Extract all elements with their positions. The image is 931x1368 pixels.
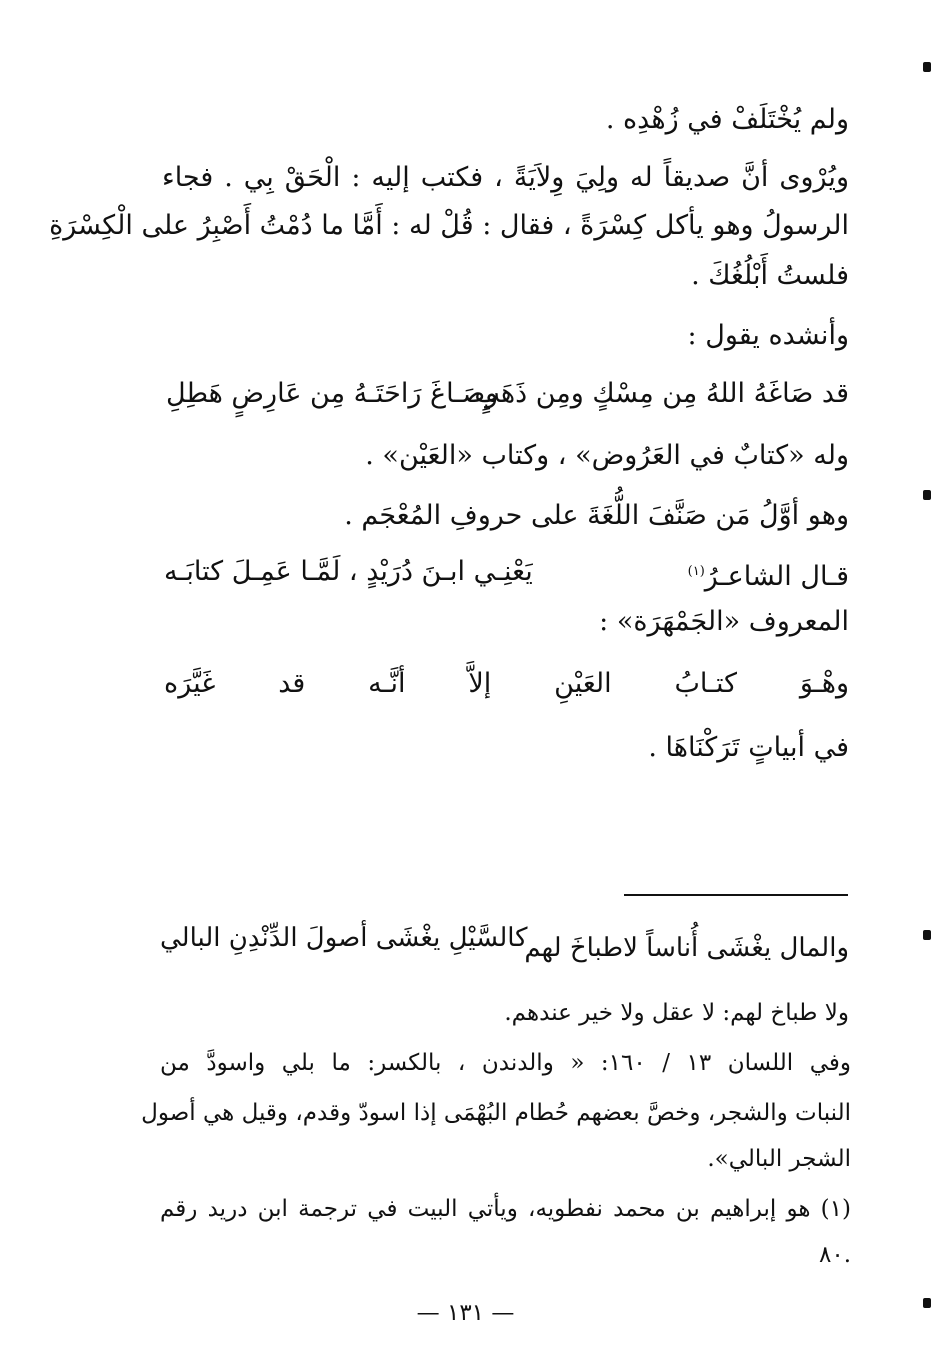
verse-word: غَيَّرَه bbox=[164, 668, 216, 699]
verse-word: إلاَّ bbox=[468, 668, 492, 699]
verse-word: قد bbox=[278, 668, 306, 699]
text-line: وأنشده يقول : bbox=[687, 320, 849, 351]
footnote-line: ولا طباخ لهم: لا عقل ولا خير عندهم. bbox=[504, 1000, 849, 1026]
text-line: ولم يُخْتَلَفْ في زُهْدِه . bbox=[605, 104, 849, 135]
text-line: في أبياتٍ تَرَكْنَاهَا . bbox=[648, 732, 849, 763]
text-line: وله «كتابٌ في العَرُوض» ، وكتاب «العَيْن» . bbox=[365, 440, 849, 471]
edge-mark bbox=[923, 62, 931, 72]
text-line: الرسولُ وهو يأكل كِسْرَةً ، فقال : قُلْ له : أَمَّا ما دُمْتُ أَصْبِرُ على الْكِسْرَةِ bbox=[49, 210, 849, 241]
verse-word: العَيْنِ bbox=[554, 668, 612, 699]
text-line: وهو أوَّلُ مَن صَنَّفَ اللُّغَةَ على حروفِ المُعْجَم . bbox=[344, 500, 849, 531]
footnote-line: وفي اللسان ١٣ / ١٦٠: « والدندن ، بالكسر: ما بلي واسودَّ من bbox=[160, 1050, 851, 1076]
footnote-line: (١) هو إبراهيم بن محمد نفطويه، ويأتي البيت في ترجمة ابن دريد رقم bbox=[160, 1196, 851, 1222]
edge-mark bbox=[923, 490, 931, 500]
edge-mark bbox=[923, 1298, 931, 1308]
footnote-verse-first: والمال يغْشَى أُناساً لاطباخَ لهم bbox=[524, 933, 849, 963]
footnote-line: الشجر البالي». bbox=[707, 1146, 851, 1172]
text-line bbox=[164, 552, 849, 597]
verse-word: وهْـوَ bbox=[799, 668, 849, 699]
footnote-line: .٨٠ bbox=[818, 1242, 851, 1268]
verse-word: كتـابُ bbox=[674, 668, 738, 699]
page-number: — ١٣١ — bbox=[416, 1300, 515, 1326]
text-continuation: يَعْنِـي ابـنَ دُرَيْدٍ ، لَمَّـا عَمِـلَ كتابَـه bbox=[164, 556, 533, 587]
verse-first-hemistich: قد صَاغَهُ اللهُ مِن مِسْكٍ ومِن ذَهَبٍ bbox=[474, 378, 849, 409]
poet-label: قـال الشاعـرُ bbox=[704, 561, 849, 592]
text-line: ويُرْوى أنَّ صديقاً له ولِيَ وِلاَيَةً ، فكتب إليه : الْحَقْ بِي . فجاء bbox=[162, 162, 849, 193]
verse-line-spread bbox=[164, 664, 849, 704]
footnote-verse-second: كالسَّيْلِ يغْشَى أصولَ الدِّنْدِنِ البالي bbox=[160, 923, 528, 953]
footnote-separator bbox=[624, 894, 848, 896]
footnote-ref: (١) bbox=[687, 564, 705, 579]
verse-second-hemistich: وصَـاغَ رَاحَتَـهُ مِن عَارِضٍ هَطِلِ bbox=[166, 378, 499, 409]
text-line: المعروف «الجَمْهَرَة» : bbox=[599, 606, 849, 637]
edge-mark bbox=[923, 930, 931, 940]
verse-word: أنَّـه bbox=[368, 668, 406, 699]
footnote-line: النبات والشجر، وخصَّ بعضهم حُطام البُهْمَى إذا اسودّ وقدم، وقيل هي أصول bbox=[141, 1100, 851, 1126]
text-line: فلستُ أَبْلُغُكَ . bbox=[691, 260, 849, 291]
